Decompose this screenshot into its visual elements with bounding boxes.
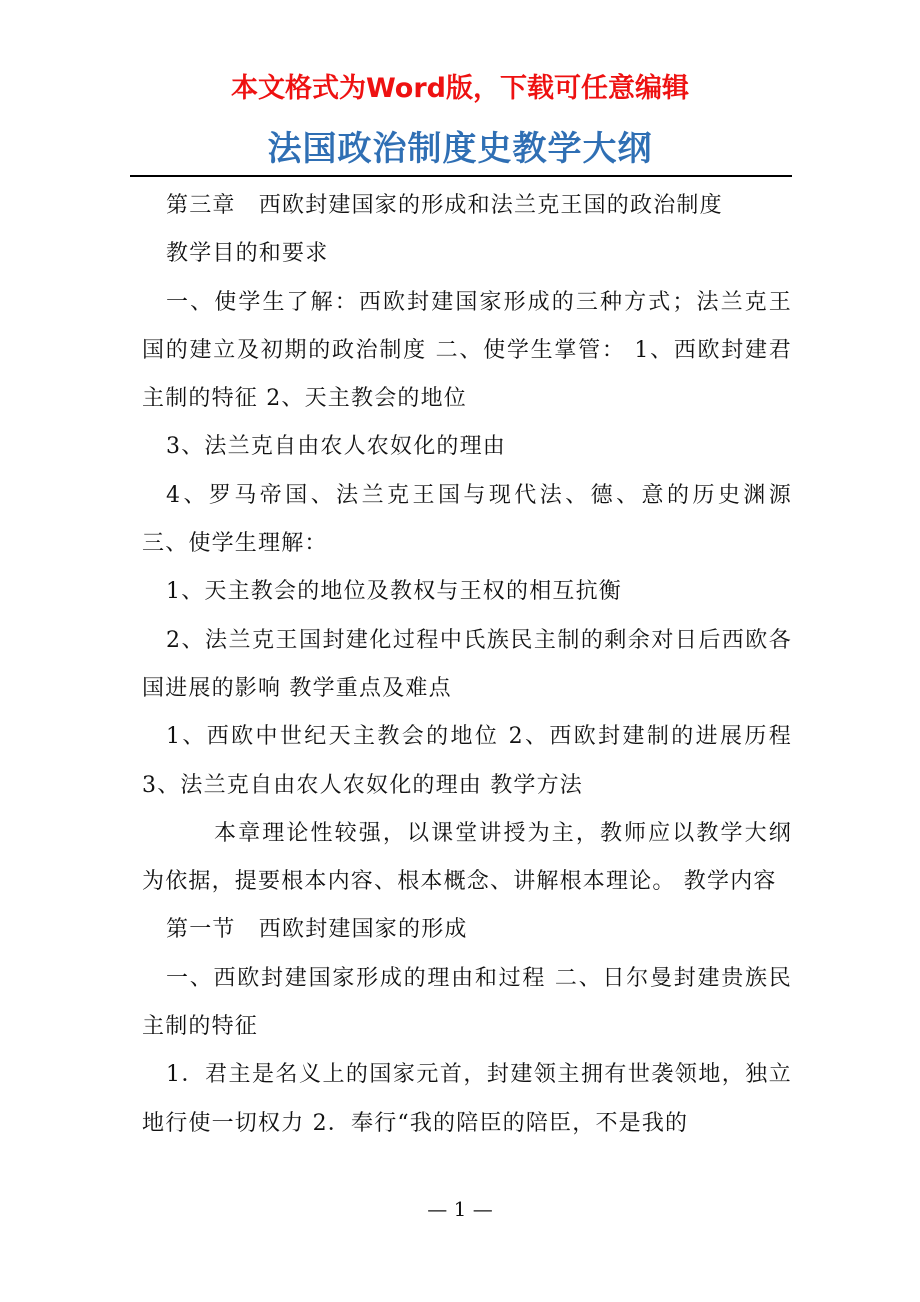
title-divider: [130, 175, 792, 177]
paragraph: 1、天主教会的地位及教权与王权的相互抗衡: [166, 579, 622, 605]
chapter-heading: 第三章 西欧封建国家的形成和法兰克王国的政治制度: [166, 193, 723, 218]
section-heading-objectives: 教学目的和要求: [166, 241, 329, 267]
page-number: — 1 —: [427, 1197, 493, 1221]
document-title: 法国政治制度史教学大纲: [267, 129, 653, 169]
paragraph: 一、使学生了解：西欧封建国家形成的三种方式；法兰克王国的建立及初期的政治制度 二、使学生掌管： 1、西欧封建君主制的特征 2、天主教会的地位: [142, 289, 792, 412]
paragraph: 本章理论性较强，以课堂讲授为主，教师应以教学大纲为依据，提要根本内容、根本概念、讲解根本理论。 教学内容: [142, 820, 792, 895]
document-body: [142, 182, 792, 1148]
paragraph: 2、法兰克王国封建化过程中氏族民主制的剩余对日后西欧各国进展的影响 教学重点及难点: [142, 627, 792, 701]
paragraph: 3、法兰克自由农人农奴化的理由: [166, 434, 506, 460]
paragraph: 1、西欧中世纪天主教会的地位 2、西欧封建制的进展历程 3、法兰克自由农人农奴化的理由 教学方法: [142, 724, 792, 798]
paragraph: 一、西欧封建国家形成的理由和过程 二、日尔曼封建贵族民主制的特征: [142, 965, 792, 1040]
format-notice: 本文格式为Word版，下载可任意编辑: [230, 73, 689, 104]
paragraph: 1．君主是名义上的国家元首，封建领主拥有世袭领地，独立地行使一切权力 2．奉行“我的陪臣的陪臣，不是我的: [142, 1062, 792, 1136]
section-heading: 第一节 西欧封建国家的形成: [166, 917, 468, 943]
paragraph: 4、罗马帝国、法兰克王国与现代法、德、意的历史渊源 三、使学生理解：: [142, 482, 792, 557]
